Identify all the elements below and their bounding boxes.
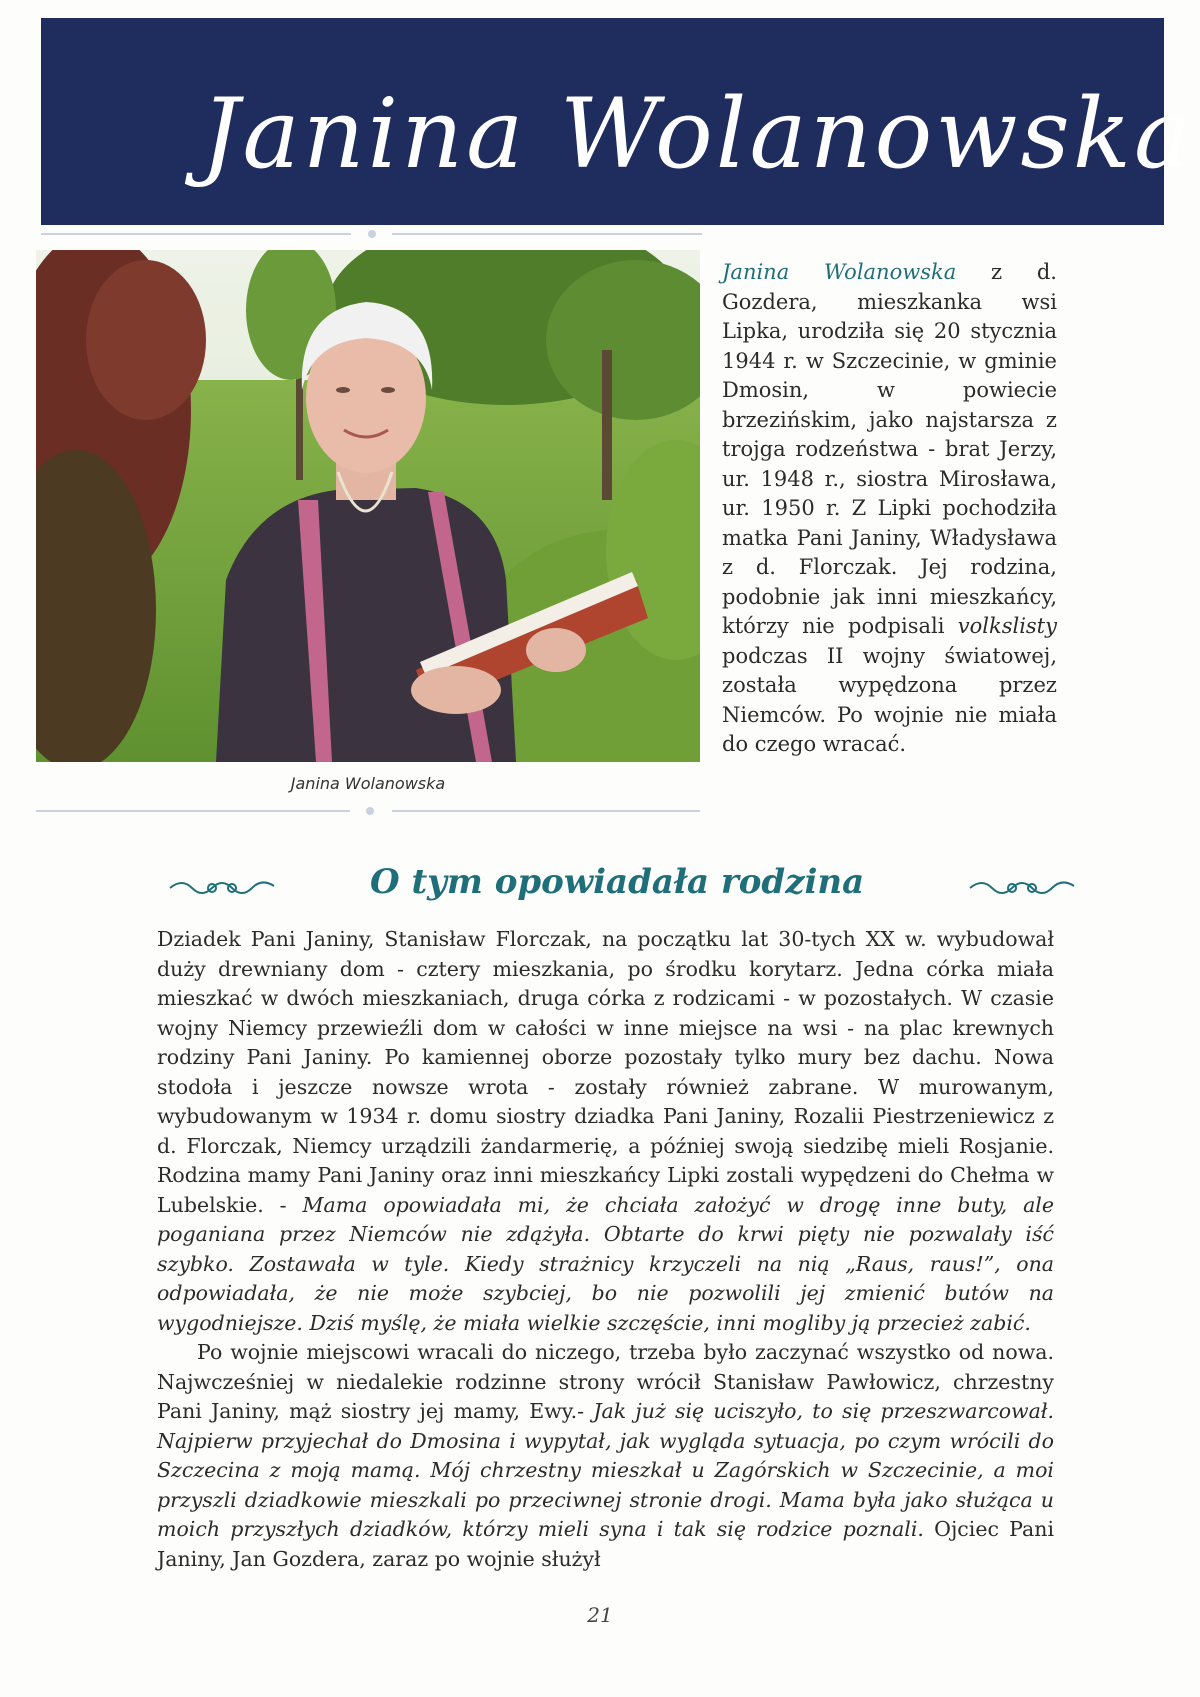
paragraph-2-text: Po wojnie miejscowi wracali do niczego, trzeba było zaczynać wszystko od nowa. Najwcześniej w niedalekie rodzinne strony wrócił Stanisław Pawłowicz, chrzestny Pani Janiny, mąż siostry jej mamy, Ewy.- [157,1340,1054,1423]
top-divider-left [41,233,351,235]
article-body [157,925,1054,1574]
section-header [0,862,1200,912]
bottom-divider-dot [366,807,374,815]
title-banner [41,18,1195,225]
paragraph-1 [157,925,1054,1338]
portrait-photo [36,250,700,762]
top-divider-right [392,233,702,235]
paragraph-1-quote: Mama opowiadała mi, że chciała założyć w drogę inne buty, ale poganiana przez Niemców nie zdążyła. Obtarte do krwi pięty nie pozwalały iść szybko. Zostawała w tyle. Kiedy strażnicy krzyczeli na nią „Raus, raus!”, ona odpowiadała, że nie może szybciej, bo nie pozwolili jej zmienić butów na wygodniejsze. Dziś myślę, że miała wielkie szczęście, inni mogliby ją przecież zabić. [157,1192,1054,1335]
paragraph-2 [157,1338,1054,1574]
portrait-illustration [36,250,700,762]
page-title: Janina Wolanowska [201,78,1195,190]
page-number: 21 [587,1603,613,1627]
bottom-divider-right [392,810,700,812]
paragraph-2-quote: Jak już się uciszyło, to się przeszwarcował. Najpierw przyjechał do Dmosina i wypytał, jak wygląda sytuacja, po czym wrócili do Szczecina z moją mamą. Mój chrzestny mieszkał u Zagórskich w Szczecinie, a moi przyszli dziadkowie mieszkali po przeciwnej stronie drogi. Mama była jako służąca u moich przyszłych dziadków, którzy mieli syna i tak się rodzice poznali. [157,1399,1054,1541]
photo-caption: Janina Wolanowska [290,774,446,793]
bio-text-2: podczas II wojny światowej, została wypędzona przez Niemców. Po wojnie nie miała do czego wracać. [722,643,1057,756]
top-divider-dot [368,230,376,238]
left-flourish-ornament [168,876,278,898]
right-flourish-ornament [968,876,1078,898]
bio-paragraph [722,258,1057,760]
bio-name: Janina Wolanowska [722,260,957,284]
paragraph-1-text: Dziadek Pani Janiny, Stanisław Florczak, na początku lat 30-tych XX w. wybudował duży drewniany dom - cztery mieszkania, po środku korytarz. Jedna córka miała mieszkać w dwóch mieszkaniach, druga córka z rodzicami - w pozostałych. W czasie wojny Niemcy przewieźli dom w całości w inne miejsce na wsi - na plac krewnych rodziny Pani Janiny. Po kamiennej oborze pozostały tylko mury bez dachu. Nowa stodoła i jeszcze nowsze wrota - zostały również zabrane. W murowanym, wybudowanym w 1934 r. domu siostry dziadka Pani Janiny, Rozalii Piestrzeniewicz z d. Florczak, Niemcy urządzili żandarmerię, a później swoją siedzibę mieli Rosjanie. Rodzina mamy Pani Janiny oraz inni mieszkańcy Lipki zostali wypędzeni do Chełma w Lubelskie. - [157,927,1054,1217]
bio-text-1: z d. Gozdera, mieszkanka wsi Lipka, urodziła się 20 stycznia 1944 r. w Szczecinie, w gminie Dmosin, w powiecie brzezińskim, jako najstarsza z trojga rodzeństwa - brat Jerzy, ur. 1948 r., siostra Mirosława, ur. 1950 r. Z Lipki pochodziła matka Pani Janiny, Władysława z d. Florczak. Jej rodzina, podobnie jak inni mieszkańcy, którzy nie podpisali [722,260,1057,638]
paragraph-2-text-end: Ojciec Pani Janiny, Jan Gozdera, zaraz po wojnie służył [157,1517,1055,1571]
section-title: O tym opowiadała rodzina [370,862,865,902]
bio-italic-term: volkslisty [957,614,1057,638]
bottom-divider-left [36,810,350,812]
